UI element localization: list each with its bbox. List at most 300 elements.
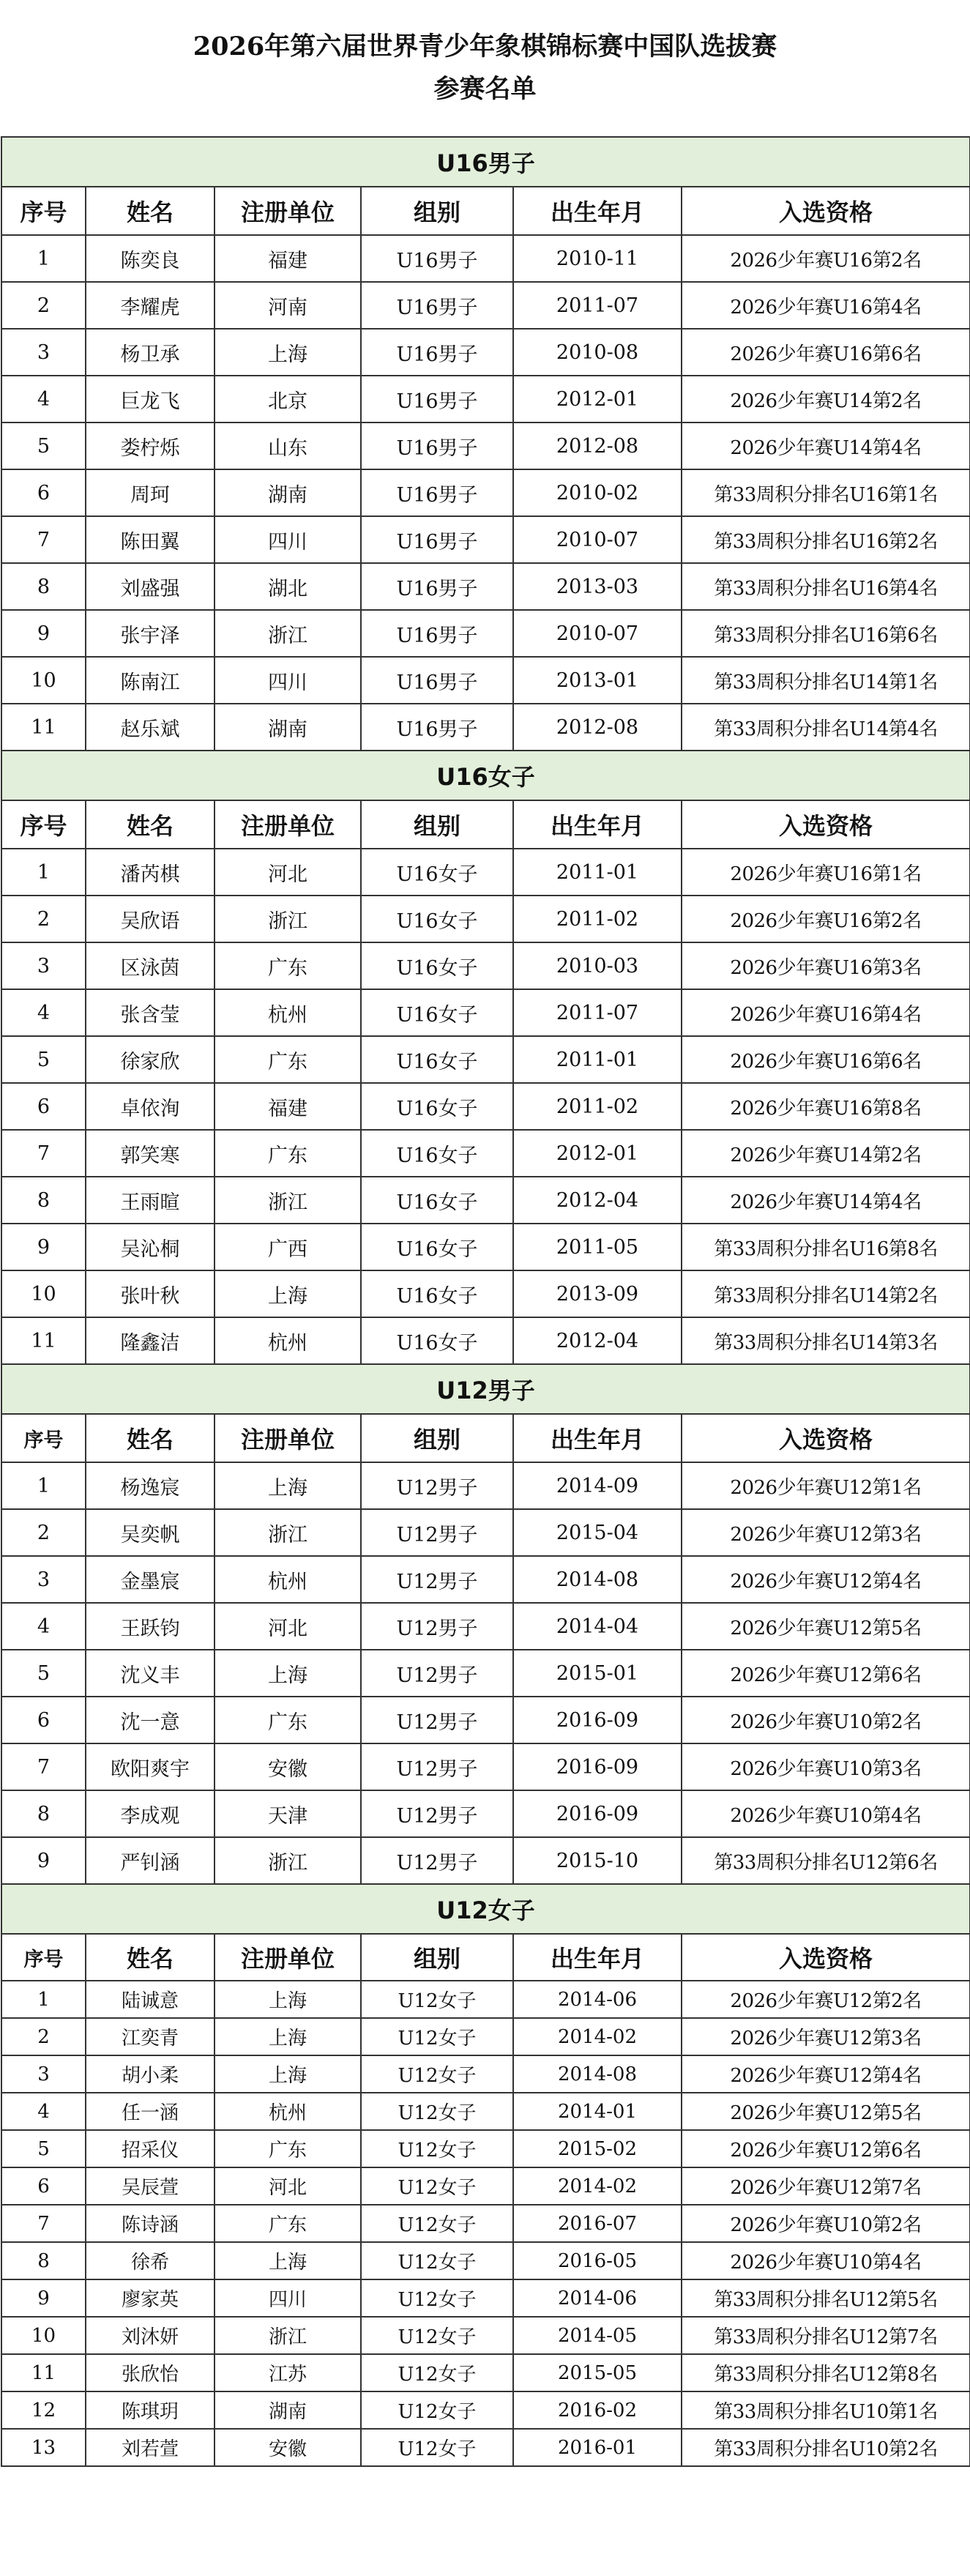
table-row xyxy=(1,1317,970,1364)
table-row xyxy=(1,2018,970,2055)
section-title: U12女子 xyxy=(1,1884,970,1934)
table-header-row xyxy=(1,800,970,849)
name-cell: 卓依洵 xyxy=(86,1083,214,1130)
name-cell: 李成观 xyxy=(86,1790,214,1837)
birth-cell: 2014-08 xyxy=(513,2055,682,2093)
seq-cell: 7 xyxy=(1,1743,86,1790)
header-group: 组别 xyxy=(361,187,513,235)
unit-cell: 河北 xyxy=(214,849,361,896)
unit-cell: 福建 xyxy=(214,235,361,282)
seq-cell: 5 xyxy=(1,2130,86,2167)
table-row xyxy=(1,704,970,751)
unit-cell: 上海 xyxy=(214,1981,361,2018)
name-cell: 郭笑寒 xyxy=(86,1130,214,1177)
table-row xyxy=(1,235,970,282)
group-cell: U16男子 xyxy=(361,235,513,282)
birth-cell: 2016-02 xyxy=(513,2391,682,2429)
unit-cell: 浙江 xyxy=(214,896,361,942)
table-header-row xyxy=(1,1934,970,1981)
table-row xyxy=(1,563,970,610)
unit-cell: 浙江 xyxy=(214,2317,361,2354)
seq-cell: 6 xyxy=(1,2167,86,2205)
group-cell: U12女子 xyxy=(361,2093,513,2130)
header-birth: 出生年月 xyxy=(513,187,682,235)
unit-cell: 湖北 xyxy=(214,563,361,610)
unit-cell: 杭州 xyxy=(214,1317,361,1364)
name-cell: 李耀虎 xyxy=(86,282,214,329)
table-row xyxy=(1,2242,970,2279)
seq-cell: 8 xyxy=(1,2242,86,2279)
section-title: U16男子 xyxy=(1,137,970,187)
table-row xyxy=(1,2205,970,2242)
seq-cell: 5 xyxy=(1,422,86,469)
table-row xyxy=(1,1083,970,1130)
qual-cell: 2026少年赛U10第4名 xyxy=(682,1790,970,1837)
seq-cell: 2 xyxy=(1,1509,86,1556)
birth-cell: 2014-06 xyxy=(513,2279,682,2317)
unit-cell: 浙江 xyxy=(214,610,361,657)
birth-cell: 2014-01 xyxy=(513,2093,682,2130)
qual-cell: 2026少年赛U10第4名 xyxy=(682,2242,970,2279)
seq-cell: 11 xyxy=(1,704,86,751)
unit-cell: 上海 xyxy=(214,2055,361,2093)
birth-cell: 2013-01 xyxy=(513,657,682,704)
group-cell: U12女子 xyxy=(361,2018,513,2055)
header-group: 组别 xyxy=(361,1934,513,1981)
qual-cell: 第33周积分排名U12第5名 xyxy=(682,2279,970,2317)
name-cell: 沈义丰 xyxy=(86,1650,214,1697)
qual-cell: 2026少年赛U14第4名 xyxy=(682,1177,970,1224)
document-title: 2026年第六届世界青少年象棋锦标赛中国队选拔赛 xyxy=(193,31,777,62)
table-row xyxy=(1,610,970,657)
birth-cell: 2015-10 xyxy=(513,1837,682,1884)
seq-cell: 8 xyxy=(1,563,86,610)
qual-cell: 第33周积分排名U12第8名 xyxy=(682,2354,970,2391)
qual-cell: 2026少年赛U16第3名 xyxy=(682,942,970,989)
birth-cell: 2012-08 xyxy=(513,422,682,469)
table-row xyxy=(1,2391,970,2429)
unit-cell: 上海 xyxy=(214,2242,361,2279)
seq-cell: 1 xyxy=(1,849,86,896)
unit-cell: 上海 xyxy=(214,2018,361,2055)
group-cell: U12男子 xyxy=(361,1837,513,1884)
qual-cell: 第33周积分排名U12第6名 xyxy=(682,1837,970,1884)
section-title: U16女子 xyxy=(1,751,970,800)
group-cell: U12男子 xyxy=(361,1743,513,1790)
unit-cell: 河南 xyxy=(214,282,361,329)
group-cell: U12男子 xyxy=(361,1509,513,1556)
qual-cell: 2026少年赛U12第5名 xyxy=(682,2093,970,2130)
qual-cell: 第33周积分排名U14第2名 xyxy=(682,1270,970,1317)
qual-cell: 2026少年赛U12第7名 xyxy=(682,2167,970,2205)
qual-cell: 2026少年赛U14第2名 xyxy=(682,1130,970,1177)
name-cell: 欧阳爽宇 xyxy=(86,1743,214,1790)
seq-cell: 3 xyxy=(1,942,86,989)
unit-cell: 上海 xyxy=(214,1270,361,1317)
seq-cell: 6 xyxy=(1,469,86,516)
group-cell: U12女子 xyxy=(361,2167,513,2205)
qual-cell: 2026少年赛U12第2名 xyxy=(682,1981,970,2018)
unit-cell: 河北 xyxy=(214,2167,361,2205)
birth-cell: 2014-05 xyxy=(513,2317,682,2354)
table-row xyxy=(1,849,970,896)
birth-cell: 2016-01 xyxy=(513,2429,682,2466)
qual-cell: 2026少年赛U14第2名 xyxy=(682,376,970,422)
table-row xyxy=(1,1790,970,1837)
seq-cell: 10 xyxy=(1,1270,86,1317)
group-cell: U12女子 xyxy=(361,2317,513,2354)
header-seq: 序号 xyxy=(1,800,86,849)
name-cell: 金墨宸 xyxy=(86,1556,214,1603)
group-cell: U16男子 xyxy=(361,516,513,563)
group-cell: U16女子 xyxy=(361,1177,513,1224)
birth-cell: 2016-09 xyxy=(513,1697,682,1743)
name-cell: 吴欣语 xyxy=(86,896,214,942)
group-cell: U12男子 xyxy=(361,1603,513,1650)
qual-cell: 第33周积分排名U14第3名 xyxy=(682,1317,970,1364)
header-qual: 入选资格 xyxy=(682,1934,970,1981)
group-cell: U16女子 xyxy=(361,1224,513,1270)
unit-cell: 广东 xyxy=(214,2130,361,2167)
header-group: 组别 xyxy=(361,800,513,849)
birth-cell: 2010-08 xyxy=(513,329,682,376)
seq-cell: 3 xyxy=(1,329,86,376)
seq-cell: 10 xyxy=(1,657,86,704)
header-qual: 入选资格 xyxy=(682,800,970,849)
group-cell: U16男子 xyxy=(361,563,513,610)
section-title-row xyxy=(1,751,970,800)
table-row xyxy=(1,1981,970,2018)
name-cell: 吴辰萱 xyxy=(86,2167,214,2205)
seq-cell: 3 xyxy=(1,1556,86,1603)
seq-cell: 5 xyxy=(1,1650,86,1697)
name-cell: 刘盛强 xyxy=(86,563,214,610)
unit-cell: 湖南 xyxy=(214,704,361,751)
unit-cell: 广东 xyxy=(214,1130,361,1177)
section-title-row xyxy=(1,1884,970,1934)
birth-cell: 2016-07 xyxy=(513,2205,682,2242)
group-cell: U16男子 xyxy=(361,282,513,329)
table-row xyxy=(1,2429,970,2466)
birth-cell: 2012-01 xyxy=(513,376,682,422)
unit-cell: 上海 xyxy=(214,1650,361,1697)
table-row xyxy=(1,1224,970,1270)
group-cell: U16女子 xyxy=(361,1036,513,1083)
table-row xyxy=(1,422,970,469)
birth-cell: 2011-01 xyxy=(513,849,682,896)
name-cell: 陈田翼 xyxy=(86,516,214,563)
seq-cell: 7 xyxy=(1,516,86,563)
table-row xyxy=(1,1177,970,1224)
qual-cell: 第33周积分排名U10第1名 xyxy=(682,2391,970,2429)
header-name: 姓名 xyxy=(86,800,214,849)
unit-cell: 杭州 xyxy=(214,2093,361,2130)
unit-cell: 广东 xyxy=(214,942,361,989)
table-row xyxy=(1,1462,970,1509)
birth-cell: 2015-05 xyxy=(513,2354,682,2391)
name-cell: 陈南江 xyxy=(86,657,214,704)
qual-cell: 第33周积分排名U12第7名 xyxy=(682,2317,970,2354)
unit-cell: 四川 xyxy=(214,2279,361,2317)
qual-cell: 第33周积分排名U16第1名 xyxy=(682,469,970,516)
group-cell: U12女子 xyxy=(361,2242,513,2279)
qual-cell: 2026少年赛U10第3名 xyxy=(682,1743,970,1790)
table-row xyxy=(1,2279,970,2317)
birth-cell: 2010-07 xyxy=(513,610,682,657)
qual-cell: 2026少年赛U16第6名 xyxy=(682,329,970,376)
unit-cell: 北京 xyxy=(214,376,361,422)
name-cell: 徐希 xyxy=(86,2242,214,2279)
birth-cell: 2014-06 xyxy=(513,1981,682,2018)
birth-cell: 2011-07 xyxy=(513,989,682,1036)
name-cell: 陈奕良 xyxy=(86,235,214,282)
document-subtitle: 参赛名单 xyxy=(433,74,537,104)
group-cell: U16女子 xyxy=(361,896,513,942)
birth-cell: 2010-11 xyxy=(513,235,682,282)
seq-cell: 13 xyxy=(1,2429,86,2466)
group-cell: U12男子 xyxy=(361,1697,513,1743)
group-cell: U12女子 xyxy=(361,2429,513,2466)
name-cell: 周珂 xyxy=(86,469,214,516)
name-cell: 任一涵 xyxy=(86,2093,214,2130)
table-row xyxy=(1,1697,970,1743)
header-birth: 出生年月 xyxy=(513,1934,682,1981)
group-cell: U16女子 xyxy=(361,1317,513,1364)
table-row xyxy=(1,942,970,989)
seq-cell: 9 xyxy=(1,2279,86,2317)
seq-cell: 1 xyxy=(1,1462,86,1509)
name-cell: 张宇泽 xyxy=(86,610,214,657)
name-cell: 杨卫承 xyxy=(86,329,214,376)
header-name: 姓名 xyxy=(86,187,214,235)
qual-cell: 第33周积分排名U16第2名 xyxy=(682,516,970,563)
table-row xyxy=(1,1650,970,1697)
header-qual: 入选资格 xyxy=(682,187,970,235)
unit-cell: 江苏 xyxy=(214,2354,361,2391)
birth-cell: 2012-01 xyxy=(513,1130,682,1177)
birth-cell: 2015-02 xyxy=(513,2130,682,2167)
group-cell: U12女子 xyxy=(361,2055,513,2093)
header-name: 姓名 xyxy=(86,1934,214,1981)
seq-cell: 4 xyxy=(1,989,86,1036)
name-cell: 廖家英 xyxy=(86,2279,214,2317)
group-cell: U12女子 xyxy=(361,1981,513,2018)
unit-cell: 浙江 xyxy=(214,1509,361,1556)
name-cell: 刘沐妍 xyxy=(86,2317,214,2354)
section-title: U12男子 xyxy=(1,1364,970,1414)
qual-cell: 2026少年赛U12第6名 xyxy=(682,1650,970,1697)
section-title-row xyxy=(1,137,970,187)
seq-cell: 9 xyxy=(1,1224,86,1270)
group-cell: U16男子 xyxy=(361,329,513,376)
table-row xyxy=(1,896,970,942)
header-birth: 出生年月 xyxy=(513,1414,682,1462)
name-cell: 张欣怡 xyxy=(86,2354,214,2391)
seq-cell: 4 xyxy=(1,376,86,422)
birth-cell: 2011-05 xyxy=(513,1224,682,1270)
table-row xyxy=(1,2093,970,2130)
birth-cell: 2016-09 xyxy=(513,1790,682,1837)
qual-cell: 2026少年赛U16第1名 xyxy=(682,849,970,896)
unit-cell: 杭州 xyxy=(214,1556,361,1603)
group-cell: U16女子 xyxy=(361,1083,513,1130)
birth-cell: 2014-08 xyxy=(513,1556,682,1603)
qual-cell: 2026少年赛U10第2名 xyxy=(682,1697,970,1743)
unit-cell: 四川 xyxy=(214,657,361,704)
qual-cell: 2026少年赛U12第6名 xyxy=(682,2130,970,2167)
seq-cell: 9 xyxy=(1,610,86,657)
group-cell: U16女子 xyxy=(361,942,513,989)
seq-cell: 2 xyxy=(1,282,86,329)
header-birth: 出生年月 xyxy=(513,800,682,849)
unit-cell: 浙江 xyxy=(214,1837,361,1884)
seq-cell: 1 xyxy=(1,235,86,282)
name-cell: 张含莹 xyxy=(86,989,214,1036)
birth-cell: 2010-07 xyxy=(513,516,682,563)
unit-cell: 湖南 xyxy=(214,2391,361,2429)
name-cell: 吴奕帆 xyxy=(86,1509,214,1556)
unit-cell: 安徽 xyxy=(214,2429,361,2466)
unit-cell: 广东 xyxy=(214,1697,361,1743)
group-cell: U12男子 xyxy=(361,1556,513,1603)
qual-cell: 第33周积分排名U16第6名 xyxy=(682,610,970,657)
group-cell: U12男子 xyxy=(361,1790,513,1837)
qual-cell: 2026少年赛U12第1名 xyxy=(682,1462,970,1509)
birth-cell: 2010-02 xyxy=(513,469,682,516)
group-cell: U12女子 xyxy=(361,2130,513,2167)
header-qual: 入选资格 xyxy=(682,1414,970,1462)
unit-cell: 上海 xyxy=(214,329,361,376)
name-cell: 张叶秋 xyxy=(86,1270,214,1317)
qual-cell: 第33周积分排名U14第1名 xyxy=(682,657,970,704)
birth-cell: 2014-04 xyxy=(513,1603,682,1650)
birth-cell: 2010-03 xyxy=(513,942,682,989)
unit-cell: 杭州 xyxy=(214,989,361,1036)
seq-cell: 5 xyxy=(1,1036,86,1083)
header-group: 组别 xyxy=(361,1414,513,1462)
qual-cell: 第33周积分排名U10第2名 xyxy=(682,2429,970,2466)
table-row xyxy=(1,2130,970,2167)
group-cell: U16女子 xyxy=(361,989,513,1036)
unit-cell: 安徽 xyxy=(214,1743,361,1790)
table-row xyxy=(1,1556,970,1603)
seq-cell: 11 xyxy=(1,1317,86,1364)
header-seq: 序号 xyxy=(1,1934,86,1981)
qual-cell: 2026少年赛U16第8名 xyxy=(682,1083,970,1130)
unit-cell: 广东 xyxy=(214,1036,361,1083)
table-row xyxy=(1,1270,970,1317)
name-cell: 隆鑫洁 xyxy=(86,1317,214,1364)
qual-cell: 2026少年赛U16第4名 xyxy=(682,282,970,329)
seq-cell: 1 xyxy=(1,1981,86,2018)
seq-cell: 2 xyxy=(1,2018,86,2055)
header-seq: 序号 xyxy=(1,1414,86,1462)
birth-cell: 2016-05 xyxy=(513,2242,682,2279)
seq-cell: 11 xyxy=(1,2354,86,2391)
table-row xyxy=(1,989,970,1036)
seq-cell: 7 xyxy=(1,1130,86,1177)
qual-cell: 2026少年赛U16第2名 xyxy=(682,235,970,282)
qual-cell: 2026少年赛U16第2名 xyxy=(682,896,970,942)
qual-cell: 2026少年赛U12第3名 xyxy=(682,1509,970,1556)
unit-cell: 山东 xyxy=(214,422,361,469)
table-row xyxy=(1,1837,970,1884)
title-block xyxy=(0,0,970,136)
birth-cell: 2014-02 xyxy=(513,2018,682,2055)
group-cell: U12女子 xyxy=(361,2391,513,2429)
qual-cell: 2026少年赛U16第6名 xyxy=(682,1036,970,1083)
birth-cell: 2011-01 xyxy=(513,1036,682,1083)
qual-cell: 2026少年赛U12第3名 xyxy=(682,2018,970,2055)
table-header-row xyxy=(1,187,970,235)
unit-cell: 四川 xyxy=(214,516,361,563)
name-cell: 娄柠烁 xyxy=(86,422,214,469)
unit-cell: 天津 xyxy=(214,1790,361,1837)
table-row xyxy=(1,282,970,329)
name-cell: 胡小柔 xyxy=(86,2055,214,2093)
group-cell: U16男子 xyxy=(361,704,513,751)
seq-cell: 12 xyxy=(1,2391,86,2429)
name-cell: 江奕青 xyxy=(86,2018,214,2055)
group-cell: U12男子 xyxy=(361,1650,513,1697)
name-cell: 区泳茵 xyxy=(86,942,214,989)
seq-cell: 4 xyxy=(1,2093,86,2130)
qual-cell: 2026少年赛U12第4名 xyxy=(682,2055,970,2093)
group-cell: U12女子 xyxy=(361,2354,513,2391)
name-cell: 陈诗涵 xyxy=(86,2205,214,2242)
birth-cell: 2015-04 xyxy=(513,1509,682,1556)
table-row xyxy=(1,1130,970,1177)
qual-cell: 第33周积分排名U16第4名 xyxy=(682,563,970,610)
name-cell: 徐家欣 xyxy=(86,1036,214,1083)
group-cell: U16男子 xyxy=(361,610,513,657)
name-cell: 陆诚意 xyxy=(86,1981,214,2018)
birth-cell: 2016-09 xyxy=(513,1743,682,1790)
seq-cell: 7 xyxy=(1,2205,86,2242)
seq-cell: 10 xyxy=(1,2317,86,2354)
unit-cell: 上海 xyxy=(214,1462,361,1509)
group-cell: U16男子 xyxy=(361,376,513,422)
unit-cell: 福建 xyxy=(214,1083,361,1130)
birth-cell: 2014-02 xyxy=(513,2167,682,2205)
name-cell: 严钊涵 xyxy=(86,1837,214,1884)
seq-cell: 6 xyxy=(1,1083,86,1130)
qual-cell: 2026少年赛U14第4名 xyxy=(682,422,970,469)
seq-cell: 8 xyxy=(1,1790,86,1837)
birth-cell: 2013-03 xyxy=(513,563,682,610)
header-unit: 注册单位 xyxy=(214,800,361,849)
table-row xyxy=(1,469,970,516)
seq-cell: 6 xyxy=(1,1697,86,1743)
table-row xyxy=(1,1603,970,1650)
birth-cell: 2012-04 xyxy=(513,1177,682,1224)
birth-cell: 2014-09 xyxy=(513,1462,682,1509)
section-title-row xyxy=(1,1364,970,1414)
birth-cell: 2012-08 xyxy=(513,704,682,751)
name-cell: 陈琪玥 xyxy=(86,2391,214,2429)
seq-cell: 3 xyxy=(1,2055,86,2093)
seq-cell: 9 xyxy=(1,1837,86,1884)
table-row xyxy=(1,2317,970,2354)
birth-cell: 2011-02 xyxy=(513,896,682,942)
group-cell: U16男子 xyxy=(361,422,513,469)
table-row xyxy=(1,329,970,376)
group-cell: U16女子 xyxy=(361,849,513,896)
table-row xyxy=(1,1743,970,1790)
name-cell: 潘芮棋 xyxy=(86,849,214,896)
table-row xyxy=(1,2167,970,2205)
name-cell: 招采仪 xyxy=(86,2130,214,2167)
